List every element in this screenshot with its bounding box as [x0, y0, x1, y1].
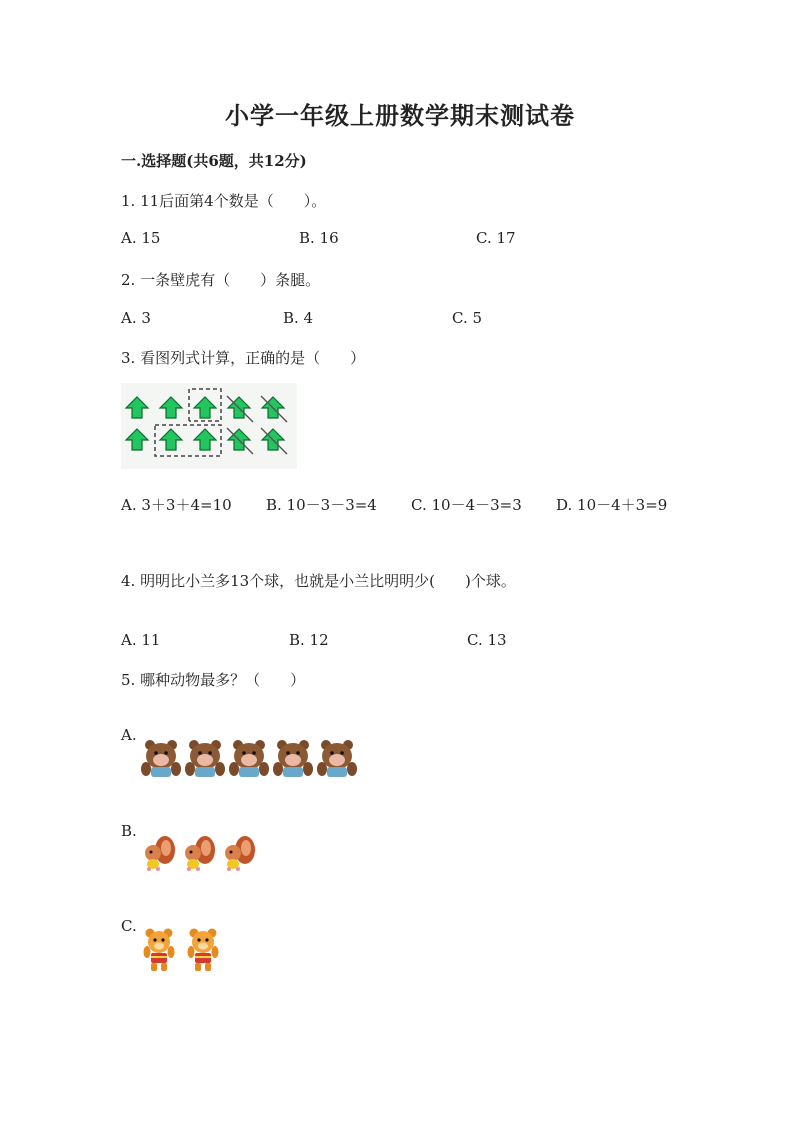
- orange-bear-row: [139, 926, 223, 974]
- arrow-up-icon: [126, 429, 148, 450]
- crossed-arrow-icon: [227, 396, 253, 422]
- arrow-up-icon: [194, 429, 216, 450]
- question-4: 4. 明明比小兰多13个球，也就是小兰比明明少( )个球。: [121, 572, 516, 590]
- crossed-arrow-icon: [261, 428, 287, 454]
- orange-bear-icon: [188, 929, 219, 972]
- squirrel-icon: [225, 836, 255, 871]
- crossed-arrow-icon: [261, 396, 287, 422]
- q4-option-c: C. 13: [467, 631, 507, 649]
- squirrel-icon: [145, 836, 175, 871]
- question-2: 2. 一条壁虎有（ ）条腿。: [121, 271, 321, 289]
- q3-option-a: A. 3＋3＋4=10: [121, 496, 232, 514]
- squirrel-row: [139, 833, 263, 873]
- brown-bear-icon: [141, 740, 181, 777]
- q2-option-a: A. 3: [121, 309, 151, 327]
- brown-bear-icon: [229, 740, 269, 777]
- q3-option-c: C. 10－4－3=3: [411, 496, 522, 514]
- q2-option-b: B. 4: [283, 309, 314, 327]
- q3-option-b: B. 10－3－3=4: [266, 496, 377, 514]
- q3-option-d: D. 10－4＋3=9: [556, 496, 668, 514]
- q1-option-b: B. 16: [299, 229, 339, 247]
- arrow-up-icon: [126, 397, 148, 418]
- brown-bear-icon: [185, 740, 225, 777]
- q4-option-a: A. 11: [121, 631, 161, 649]
- q4-option-b: B. 12: [289, 631, 329, 649]
- brown-bear-row: [139, 736, 361, 780]
- orange-bear-icon: [144, 929, 175, 972]
- question-5: 5. 哪种动物最多？（ ）: [121, 671, 306, 689]
- q5-option-a: A.: [121, 726, 137, 744]
- q1-option-c: C. 17: [476, 229, 516, 247]
- page-title: 小学一年级上册数学期末测试卷: [225, 101, 575, 130]
- crossed-arrow-icon: [227, 428, 253, 454]
- arrows-figure: [121, 383, 297, 469]
- q5-option-c: C.: [121, 917, 137, 935]
- section-heading: 一.选择题(共6题，共12分): [121, 152, 307, 170]
- squirrel-icon: [185, 836, 215, 871]
- q1-option-a: A. 15: [121, 229, 161, 247]
- question-3: 3. 看图列式计算，正确的是（ ）: [121, 349, 366, 367]
- arrow-up-icon: [194, 397, 216, 418]
- q2-option-c: C. 5: [452, 309, 483, 327]
- question-1: 1. 11后面第4个数是（ ）。: [121, 192, 327, 210]
- arrow-up-icon: [160, 429, 182, 450]
- arrow-up-icon: [160, 397, 182, 418]
- q5-option-b: B.: [121, 822, 137, 840]
- brown-bear-icon: [273, 740, 313, 777]
- brown-bear-icon: [317, 740, 357, 777]
